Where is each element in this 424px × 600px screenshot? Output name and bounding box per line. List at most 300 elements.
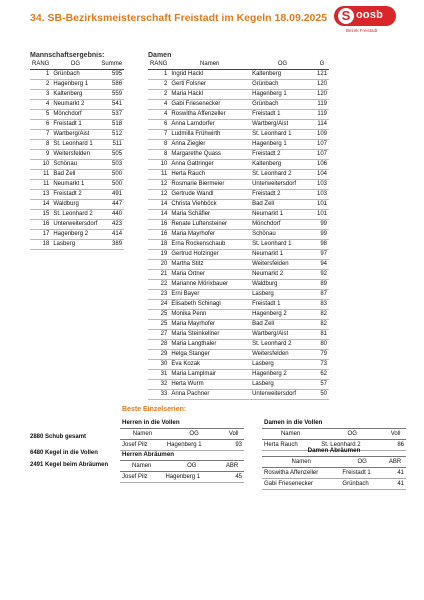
sum-cell: 537 <box>99 110 124 120</box>
rank-cell: 16 <box>148 220 169 230</box>
col-namen: Namen <box>169 60 250 70</box>
table-row <box>30 210 124 220</box>
rank-cell: 4 <box>30 100 51 110</box>
sum-cell: 440 <box>99 210 124 220</box>
score-cell: 82 <box>315 320 329 330</box>
name-cell: Gabi Friesenecker <box>262 479 340 490</box>
score-cell: 73 <box>315 360 329 370</box>
table-header-row <box>148 60 329 70</box>
rank-cell: 23 <box>148 290 169 300</box>
logo-subtitle: Bezirk Freistadt <box>346 28 378 33</box>
og-cell: St. Leonhard 2 <box>51 210 99 220</box>
name-cell: Ludmilla Frühwirth <box>169 130 250 140</box>
table-row <box>148 120 329 130</box>
og-cell: Schönau <box>51 160 99 170</box>
score-cell: 83 <box>315 300 329 310</box>
og-cell: Neumarkt 2 <box>51 100 99 110</box>
name-cell: Gertrud Holzinger <box>169 250 250 260</box>
table-row <box>148 390 329 400</box>
table-row <box>30 150 124 160</box>
logo-letter: S <box>338 8 354 24</box>
rank-cell: 21 <box>148 270 169 280</box>
score-cell: 57 <box>315 380 329 390</box>
col-g: G <box>315 60 329 70</box>
col-voll: Voll <box>385 429 406 440</box>
score-cell: 114 <box>315 120 329 130</box>
rank-cell: 33 <box>148 390 169 400</box>
og-cell: Wartberg/Aist <box>250 120 315 130</box>
score-cell: 103 <box>315 180 329 190</box>
sum-cell: 491 <box>99 190 124 200</box>
table-row <box>30 160 124 170</box>
score-cell: 106 <box>315 160 329 170</box>
og-cell: Waldburg <box>51 200 99 210</box>
og-cell: Hagenberg 1 <box>163 472 220 483</box>
col-namen: Namen <box>262 429 319 440</box>
rank-cell: 11 <box>148 170 169 180</box>
table-row <box>30 100 124 110</box>
table-row <box>148 180 329 190</box>
rank-cell: 1 <box>148 70 169 80</box>
table-caption: Herren Abräumen <box>122 451 175 458</box>
sum-cell: 423 <box>99 220 124 230</box>
stat-schub: 2880 Schub gesamt <box>30 434 87 440</box>
table-row <box>148 310 329 320</box>
og-cell: Freistadt 1 <box>340 468 384 479</box>
rank-cell: 8 <box>148 150 169 160</box>
score-cell: 82 <box>315 310 329 320</box>
value-cell: 41 <box>384 468 406 479</box>
rank-cell: 4 <box>148 100 169 110</box>
col-og: OG <box>319 429 385 440</box>
name-cell: Eva Kozak <box>169 360 250 370</box>
col-voll: Voll <box>223 429 244 440</box>
oosb-logo <box>334 6 396 36</box>
sum-cell: 595 <box>99 70 124 80</box>
rank-cell: 15 <box>30 210 51 220</box>
table-row <box>30 190 124 200</box>
col-og: OG <box>165 429 223 440</box>
score-cell: 121 <box>315 70 329 80</box>
best-series-label: Beste Einzelserien: <box>122 406 187 413</box>
rank-cell: 12 <box>148 190 169 200</box>
og-cell: Grünbach <box>340 479 384 490</box>
name-cell: Renate Luftensteiner <box>169 220 250 230</box>
og-cell: Freistadt 1 <box>250 300 315 310</box>
table-row <box>148 250 329 260</box>
sum-cell: 414 <box>99 230 124 240</box>
table-row <box>30 220 124 230</box>
name-cell: Anna Gattringer <box>169 160 250 170</box>
sum-cell: 503 <box>99 160 124 170</box>
damen-abraeumen-table <box>262 446 406 490</box>
rank-cell: 25 <box>148 320 169 330</box>
col-rang: RANG <box>30 60 51 70</box>
table-header-row <box>120 461 244 472</box>
score-cell: 109 <box>315 130 329 140</box>
name-cell: Helga Stanger <box>169 350 250 360</box>
og-cell: Unterweitersdorf <box>250 390 315 400</box>
og-cell: Hagenberg 1 <box>250 90 315 100</box>
name-cell: Gabi Friesenecker <box>169 100 250 110</box>
score-cell: 89 <box>315 280 329 290</box>
value-cell: 41 <box>384 479 406 490</box>
rank-cell: 8 <box>30 140 51 150</box>
og-cell: Schönau <box>250 230 315 240</box>
og-cell: St. Leonhard 1 <box>250 130 315 140</box>
table-header-row <box>30 60 124 70</box>
rank-cell: 5 <box>30 110 51 120</box>
og-cell: Lasberg <box>250 360 315 370</box>
score-cell: 103 <box>315 190 329 200</box>
score-cell: 79 <box>315 350 329 360</box>
table-row <box>30 240 124 250</box>
og-cell: Neumarkt 1 <box>250 210 315 220</box>
sum-cell: 500 <box>99 180 124 190</box>
score-cell: 99 <box>315 230 329 240</box>
rank-cell: 14 <box>148 200 169 210</box>
og-cell: Bad Zell <box>250 320 315 330</box>
table-row <box>148 170 329 180</box>
page-title: 34. SB-Bezirksmeisterschaft Freistadt im Kegeln 18.09.2025 <box>30 12 328 24</box>
score-cell: 101 <box>315 200 329 210</box>
table-row <box>148 140 329 150</box>
name-cell: Maria Steinkellner <box>169 330 250 340</box>
table-row <box>30 90 124 100</box>
name-cell: Anna Pachner <box>169 390 250 400</box>
col-abr: ABR <box>220 461 244 472</box>
og-cell: Kaltenberg <box>250 160 315 170</box>
table-row <box>148 380 329 390</box>
rank-cell: 20 <box>148 260 169 270</box>
sum-cell: 389 <box>99 240 124 250</box>
og-cell: Weitersfelden <box>250 350 315 360</box>
og-cell: St. Leonhard 2 <box>250 340 315 350</box>
name-cell: Maria Langthaler <box>169 340 250 350</box>
score-cell: 50 <box>315 390 329 400</box>
table-header-row <box>120 429 244 440</box>
name-cell: Erna Rockenschaub <box>169 240 250 250</box>
table-row <box>30 180 124 190</box>
sum-cell: 541 <box>99 100 124 110</box>
table-row <box>148 190 329 200</box>
table-row <box>148 280 329 290</box>
table-row <box>148 320 329 330</box>
sum-cell: 518 <box>99 120 124 130</box>
og-cell: Unterweitersdorf <box>51 220 99 230</box>
table-row <box>30 140 124 150</box>
table-row <box>148 270 329 280</box>
sum-cell: 505 <box>99 150 124 160</box>
rank-cell: 8 <box>148 140 169 150</box>
name-cell: Elisabeth Schinagl <box>169 300 250 310</box>
score-cell: 98 <box>315 240 329 250</box>
table-row <box>148 370 329 380</box>
name-cell: Erni Bayer <box>169 290 250 300</box>
rank-cell: 11 <box>30 170 51 180</box>
rank-cell: 7 <box>148 130 169 140</box>
rank-cell: 10 <box>148 160 169 170</box>
sum-cell: 586 <box>99 80 124 90</box>
damen-label: Damen <box>148 52 172 59</box>
og-cell: Mönchdorf <box>250 220 315 230</box>
og-cell: Neumarkt 1 <box>250 250 315 260</box>
col-namen: Namen <box>120 461 163 472</box>
og-cell: Hagenberg 1 <box>51 80 99 90</box>
og-cell: Weitersfelden <box>51 150 99 160</box>
table-header-row <box>262 429 406 440</box>
rank-cell: 19 <box>148 250 169 260</box>
score-cell: 92 <box>315 270 329 280</box>
table-row <box>148 160 329 170</box>
og-cell: St. Leonhard 1 <box>51 140 99 150</box>
table-row <box>262 468 406 479</box>
og-cell: Grünbach <box>250 100 315 110</box>
table-row <box>30 130 124 140</box>
rank-cell: 32 <box>148 380 169 390</box>
score-cell: 94 <box>315 260 329 270</box>
table-row <box>148 90 329 100</box>
rank-cell: 17 <box>30 230 51 240</box>
name-cell: Maria Schäfler <box>169 210 250 220</box>
table-row <box>30 170 124 180</box>
name-cell: Maria Lamplmair <box>169 370 250 380</box>
rank-cell: 3 <box>30 90 51 100</box>
score-cell: 99 <box>315 220 329 230</box>
rank-cell: 16 <box>148 230 169 240</box>
name-cell: Anna Ziegler <box>169 140 250 150</box>
og-cell: Lasberg <box>250 290 315 300</box>
score-cell: 80 <box>315 340 329 350</box>
og-cell: Neumarkt 1 <box>51 180 99 190</box>
sum-cell: 512 <box>99 130 124 140</box>
logo-word: oosb <box>356 9 384 21</box>
name-cell: Roswitha Affenzeller <box>262 468 340 479</box>
col-abr: ABR <box>384 457 406 468</box>
rank-cell: 1 <box>30 70 51 80</box>
table-row <box>148 300 329 310</box>
rank-cell: 27 <box>148 330 169 340</box>
table-row <box>148 70 329 80</box>
name-cell: Maria Mayrhofer <box>169 320 250 330</box>
og-cell: Hagenberg 2 <box>51 230 99 240</box>
table-row <box>148 130 329 140</box>
rank-cell: 22 <box>148 280 169 290</box>
table-caption: Herren in die Vollen <box>122 419 180 426</box>
og-cell: Neumarkt 2 <box>250 270 315 280</box>
name-cell: Christa Viehböck <box>169 200 250 210</box>
table-row <box>30 110 124 120</box>
name-cell: Gertrude Wandl <box>169 190 250 200</box>
rank-cell: 13 <box>30 190 51 200</box>
og-cell: Freistadt 1 <box>51 120 99 130</box>
table-row <box>30 200 124 210</box>
rank-cell: 14 <box>30 200 51 210</box>
rank-cell: 4 <box>148 110 169 120</box>
rank-cell: 18 <box>148 240 169 250</box>
value-cell: 86 <box>385 440 406 451</box>
rank-cell: 7 <box>30 130 51 140</box>
og-cell: Kaltenberg <box>51 90 99 100</box>
og-cell: Freistadt 2 <box>51 190 99 200</box>
rank-cell: 11 <box>30 180 51 190</box>
rank-cell: 6 <box>148 120 169 130</box>
og-cell: Grünbach <box>250 80 315 90</box>
score-cell: 107 <box>315 150 329 160</box>
table-row <box>120 440 244 451</box>
rank-cell: 28 <box>148 340 169 350</box>
sum-cell: 559 <box>99 90 124 100</box>
team-results-label: Mannschaftsergebnis: <box>30 52 105 59</box>
table-row <box>148 330 329 340</box>
table-row <box>30 80 124 90</box>
score-cell: 119 <box>315 100 329 110</box>
og-cell: Wartberg/Aist <box>51 130 99 140</box>
sum-cell: 500 <box>99 170 124 180</box>
table-row <box>148 230 329 240</box>
sum-cell: 511 <box>99 140 124 150</box>
name-cell: Herta Rauch <box>262 440 319 451</box>
rank-cell: 24 <box>148 300 169 310</box>
table-row <box>148 350 329 360</box>
rank-cell: 12 <box>148 180 169 190</box>
score-cell: 101 <box>315 210 329 220</box>
og-cell: St. Leonhard 1 <box>250 240 315 250</box>
og-cell: Bad Zell <box>250 200 315 210</box>
score-cell: 97 <box>315 250 329 260</box>
team-results-table <box>30 60 124 250</box>
name-cell: Roswitha Affenzeller <box>169 110 250 120</box>
table-row <box>148 240 329 250</box>
col-og: OG <box>163 461 220 472</box>
og-cell: Freistadt 2 <box>250 150 315 160</box>
name-cell: Rosmarie Biermeier <box>169 180 250 190</box>
og-cell: Kaltenberg <box>250 70 315 80</box>
og-cell: Hagenberg 2 <box>250 370 315 380</box>
col-og: OG <box>250 60 315 70</box>
col-namen: Namen <box>120 429 165 440</box>
score-cell: 119 <box>315 110 329 120</box>
name-cell: Marianne Mörixbauer <box>169 280 250 290</box>
rank-cell: 2 <box>30 80 51 90</box>
og-cell: Lasberg <box>51 240 99 250</box>
og-cell: St. Leonhard 2 <box>250 170 315 180</box>
og-cell: St. Leonhard 2 <box>319 440 385 451</box>
name-cell: Anna Larndorfer <box>169 120 250 130</box>
table-row <box>148 110 329 120</box>
og-cell: Lasberg <box>250 380 315 390</box>
rank-cell: 18 <box>30 240 51 250</box>
rank-cell: 29 <box>148 350 169 360</box>
og-cell: Unterweitersdorf <box>250 180 315 190</box>
table-row <box>30 120 124 130</box>
table-row <box>148 150 329 160</box>
table-row <box>148 200 329 210</box>
herren-vollen-table <box>120 418 244 451</box>
table-row <box>148 340 329 350</box>
col-rang: RANG <box>148 60 169 70</box>
score-cell: 81 <box>315 330 329 340</box>
og-cell: Mönchdorf <box>51 110 99 120</box>
stat-vollen: 6480 Kegel in die Vollen <box>30 450 98 456</box>
col-og: OG <box>51 60 99 70</box>
rank-cell: 10 <box>30 160 51 170</box>
og-cell: Grünbach <box>51 70 99 80</box>
table-row <box>262 479 406 490</box>
table-row <box>30 230 124 240</box>
table-header-row <box>262 457 406 468</box>
og-cell: Weitersfelden <box>250 260 315 270</box>
name-cell: Maria Hackl <box>169 90 250 100</box>
table-row <box>148 260 329 270</box>
og-cell: Freistadt 2 <box>250 190 315 200</box>
name-cell: Josef Pilz <box>120 440 165 451</box>
rank-cell: 9 <box>30 150 51 160</box>
sum-cell: 447 <box>99 200 124 210</box>
table-row <box>30 70 124 80</box>
og-cell: Hagenberg 2 <box>250 310 315 320</box>
value-cell: 93 <box>223 440 244 451</box>
og-cell: Hagenberg 1 <box>250 140 315 150</box>
rank-cell: 6 <box>30 120 51 130</box>
og-cell: Wartberg/Aist <box>250 330 315 340</box>
name-cell: Gerti Folsner <box>169 80 250 90</box>
name-cell: Margarethe Quass <box>169 150 250 160</box>
stat-abraeumen: 2491 Kegel beim Abräumen <box>30 462 109 468</box>
og-cell: Waldburg <box>250 280 315 290</box>
table-row <box>148 220 329 230</box>
rank-cell: 25 <box>148 310 169 320</box>
score-cell: 120 <box>315 80 329 90</box>
col-summe: Summe <box>99 60 124 70</box>
rank-cell: 16 <box>30 220 51 230</box>
value-cell: 45 <box>220 472 244 483</box>
rank-cell: 30 <box>148 360 169 370</box>
name-cell: Herta Rauch <box>169 170 250 180</box>
name-cell: Martha Stitz <box>169 260 250 270</box>
rank-cell: 2 <box>148 90 169 100</box>
col-namen: Namen <box>262 457 340 468</box>
score-cell: 107 <box>315 140 329 150</box>
score-cell: 87 <box>315 290 329 300</box>
table-row <box>148 290 329 300</box>
table-row <box>148 360 329 370</box>
og-cell: Freistadt 1 <box>250 110 315 120</box>
name-cell: Josef Pilz <box>120 472 163 483</box>
table-row <box>148 210 329 220</box>
score-cell: 62 <box>315 370 329 380</box>
og-cell: Hagenberg 1 <box>165 440 223 451</box>
herren-abraeumen-table <box>120 450 244 483</box>
rank-cell: 2 <box>148 80 169 90</box>
table-row <box>148 80 329 90</box>
name-cell: Monika Penn <box>169 310 250 320</box>
table-caption: Damen in die Vollen <box>264 419 323 426</box>
table-row <box>120 472 244 483</box>
rank-cell: 31 <box>148 370 169 380</box>
name-cell: Maria Ortner <box>169 270 250 280</box>
name-cell: Herta Wurm <box>169 380 250 390</box>
table-row <box>148 100 329 110</box>
og-cell: Bad Zell <box>51 170 99 180</box>
rank-cell: 14 <box>148 210 169 220</box>
name-cell: Ingrid Hackl <box>169 70 250 80</box>
damen-results-table <box>148 60 329 400</box>
score-cell: 104 <box>315 170 329 180</box>
score-cell: 120 <box>315 90 329 100</box>
col-og: OG <box>340 457 384 468</box>
name-cell: Maria Mayrhofer <box>169 230 250 240</box>
